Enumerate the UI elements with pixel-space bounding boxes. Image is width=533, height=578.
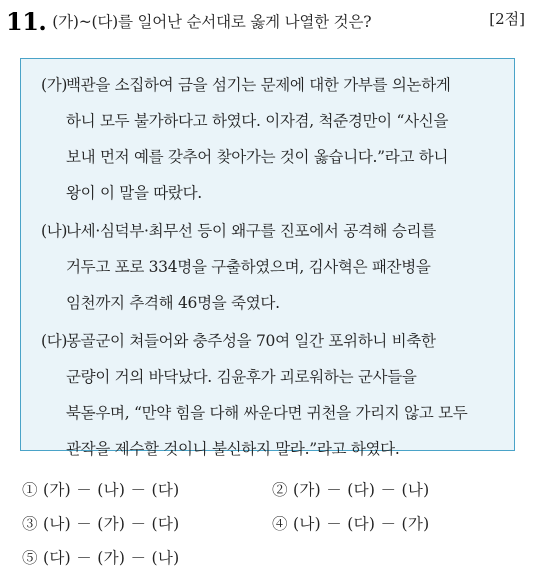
choice-4[interactable]: ④ (나) － (다) － (가): [272, 515, 430, 533]
passage-line: 나세·심덕부·최무선 등이 왜구를 진포에서 공격해 승리를: [66, 222, 436, 240]
passage-na: [21, 213, 514, 321]
question-text: (가)~(다)를 일어난 순서대로 옳게 나열한 것은?: [52, 13, 372, 31]
choice-5[interactable]: ⑤ (다) － (가) － (나): [22, 549, 180, 567]
question-points: [2점]: [489, 10, 525, 28]
question-header: [6, 4, 527, 38]
passage-line: 왕이 이 말을 따랐다.: [66, 184, 202, 202]
passage-label-ga: (가): [41, 76, 68, 94]
choice-3[interactable]: ③ (나) － (가) － (다): [22, 515, 180, 533]
passage-line: 군량이 거의 바닥났다. 김윤후가 괴로워하는 군사들을: [66, 368, 417, 386]
question-number: 11.: [6, 6, 47, 36]
choice-1[interactable]: ① (가) － (나) － (다): [22, 481, 180, 499]
passage-ga: [21, 67, 514, 211]
passage-label-na: (나): [41, 222, 68, 240]
passage-box: [20, 58, 515, 458]
passage-line: 하니 모두 불가하다고 하였다. 이자겸, 척준경만이 “사신을: [66, 112, 449, 130]
passage-line: 보내 먼저 예를 갖추어 찾아가는 것이 옳습니다.”라고 하니: [66, 148, 449, 166]
passage-label-da: (다): [41, 332, 68, 350]
passage-line: 관작을 제수할 것이니 불신하지 말라.”라고 하였다.: [66, 440, 400, 458]
choice-2[interactable]: ② (가) － (다) － (나): [272, 481, 430, 499]
passage-line: 거두고 포로 334명을 구출하였으며, 김사혁은 패잔병을: [66, 258, 431, 276]
passage-da: [21, 323, 514, 467]
passage-line: 북돋우며, “만약 힘을 다해 싸운다면 귀천을 가리지 않고 모두: [66, 404, 468, 422]
passage-line: 백관을 소집하여 금을 섬기는 문제에 대한 가부를 의논하게: [66, 76, 451, 94]
passage-line: 임천까지 추격해 46명을 죽였다.: [66, 294, 280, 312]
passage-line: 몽골군이 쳐들어와 충주성을 70여 일간 포위하니 비축한: [66, 332, 436, 350]
